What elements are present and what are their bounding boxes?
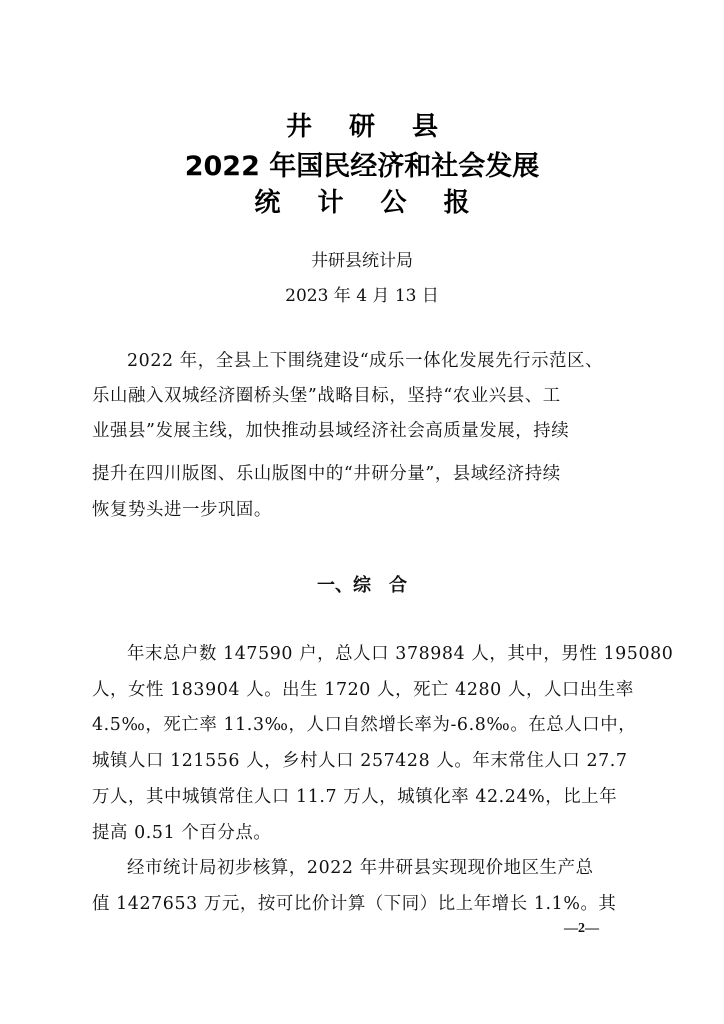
publish-date: 2023 年 4 月 13 日 — [285, 286, 439, 306]
paragraph-line: 经市统计局初步核算，2022 年井研县实现现价地区生产总 — [127, 858, 594, 878]
paragraph-line: 人，女性 183904 人。出生 1720 人，死亡 4280 人，人口出生率 — [92, 680, 634, 700]
paragraph-line: 4.5‰，死亡率 11.3‰，人口自然增长率为-6.8‰。在总人口中， — [92, 715, 637, 735]
paragraph-line: 乐山融入双城经济圈桥头堡”战略目标，坚持“农业兴县、工 — [92, 386, 561, 406]
paragraph-line: 城镇人口 121556 人，乡村人口 257428 人。年末常住人口 27.7 — [92, 751, 628, 771]
title-year-report: 2022 年国民经济和社会发展 — [184, 151, 540, 182]
paragraph-line: 业强县”发展主线，加快推动县域经济社会高质量发展，持续 — [92, 421, 570, 441]
section-heading: 一、综 合 — [317, 575, 407, 596]
author: 井研县统计局 — [311, 251, 413, 271]
paragraph-line: 万人，其中城镇常住人口 11.7 万人，城镇化率 42.24%，比上年 — [92, 787, 618, 807]
paragraph-line: 2022 年，全县上下围绕建设“成乐一体化发展先行示范区、 — [127, 351, 604, 371]
title-county: 井 研 县 — [285, 112, 453, 142]
paragraph-line: 年末总户数 147590 户，总人口 378984 人，其中，男性 195080 — [127, 644, 674, 664]
title-bulletin: 统 计 公 报 — [254, 188, 484, 218]
paragraph-line: 提升在四川版图、乐山版图中的“井研分量”，县域经济持续 — [92, 464, 561, 484]
paragraph-line: 恢复势头进一步巩固。 — [92, 500, 272, 520]
page-number: —2— — [564, 921, 599, 936]
paragraph-line: 值 1427653 万元，按可比价计算（下同）比上年增长 1.1%。其 — [92, 894, 617, 914]
paragraph-line: 提高 0.51 个百分点。 — [92, 823, 272, 843]
